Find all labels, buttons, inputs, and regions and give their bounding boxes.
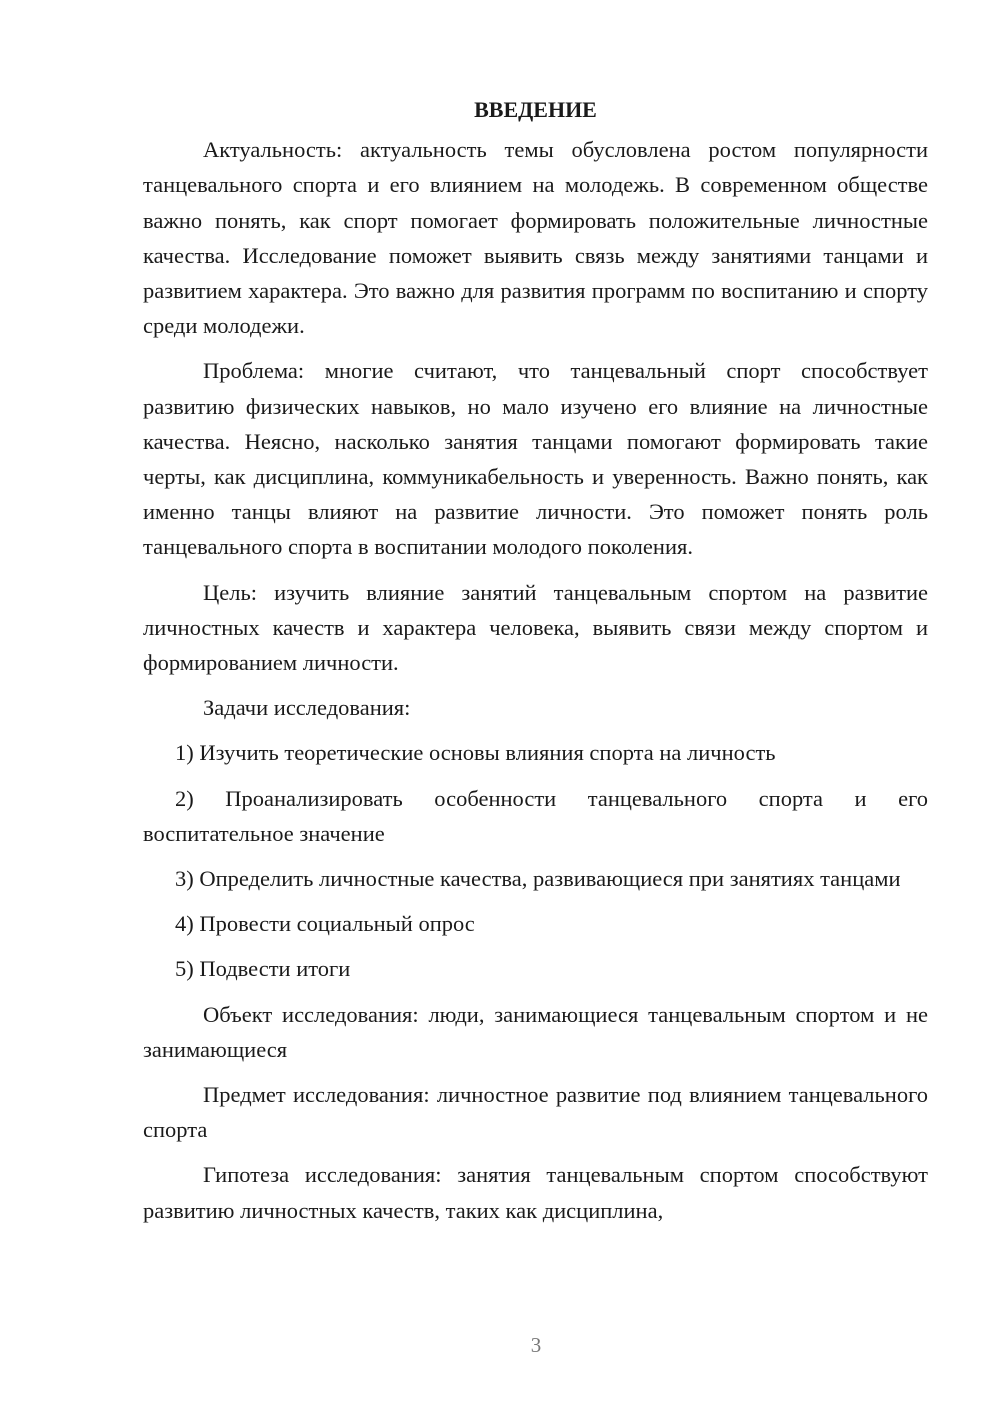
task-item-2: 2) Проанализировать особенности танцевального спорта и его воспитательное значение — [143, 785, 928, 846]
task-item-5: 5) Подвести итоги — [175, 956, 351, 982]
paragraph-problem: Проблема: многие считают, что танцевальный спорт способствует развитию физических навыков, но мало изучено его влияние на личностные качества. Неясно, насколько занятия танцами помогают формировать такие черты, как дисциплина, коммуникабельность и уверенность. Важно понять, как именно танцы влияют на развитие личности. Это поможет понять роль танцевального спорта в воспитании молодого поколения. — [143, 358, 928, 560]
task-item-4: 4) Провести социальный опрос — [175, 911, 475, 937]
paragraph-relevance: Актуальность: актуальность темы обусловлена ростом популярности танцевального спорта и его влиянием на молодежь. В современном обществе важно понять, как спорт помогает формировать положительные личностные качества. Исследование поможет выявить связь между занятиями танцами и развитием характера. Это важно для развития программ по воспитанию и спорту среди молодежи. — [143, 137, 928, 339]
task-item-3: 3) Определить личностные качества, развивающиеся при занятиях танцами — [175, 866, 901, 892]
paragraph-hypothesis: Гипотеза исследования: занятия танцевальным спортом способствуют развитию личностных качеств, таких как дисциплина, — [143, 1162, 928, 1223]
paragraph-object: Объект исследования: люди, занимающиеся танцевальным спортом и не занимающиеся — [143, 1001, 928, 1062]
paragraph-goal: Цель: изучить влияние занятий танцевальным спортом на развитие личностных качеств и характера человека, выявить связи между спортом и формированием личности. — [143, 579, 928, 676]
task-item-1: 1) Изучить теоретические основы влияния спорта на личность — [175, 740, 776, 766]
page-number: 3 — [530, 1333, 542, 1357]
paragraph-subject: Предмет исследования: личностное развитие под влиянием танцевального спорта — [143, 1082, 928, 1143]
page-content — [143, 92, 928, 1238]
section-title: ВВЕДЕНИЕ — [474, 97, 597, 122]
paragraph-tasks-heading: Задачи исследования: — [203, 695, 411, 721]
